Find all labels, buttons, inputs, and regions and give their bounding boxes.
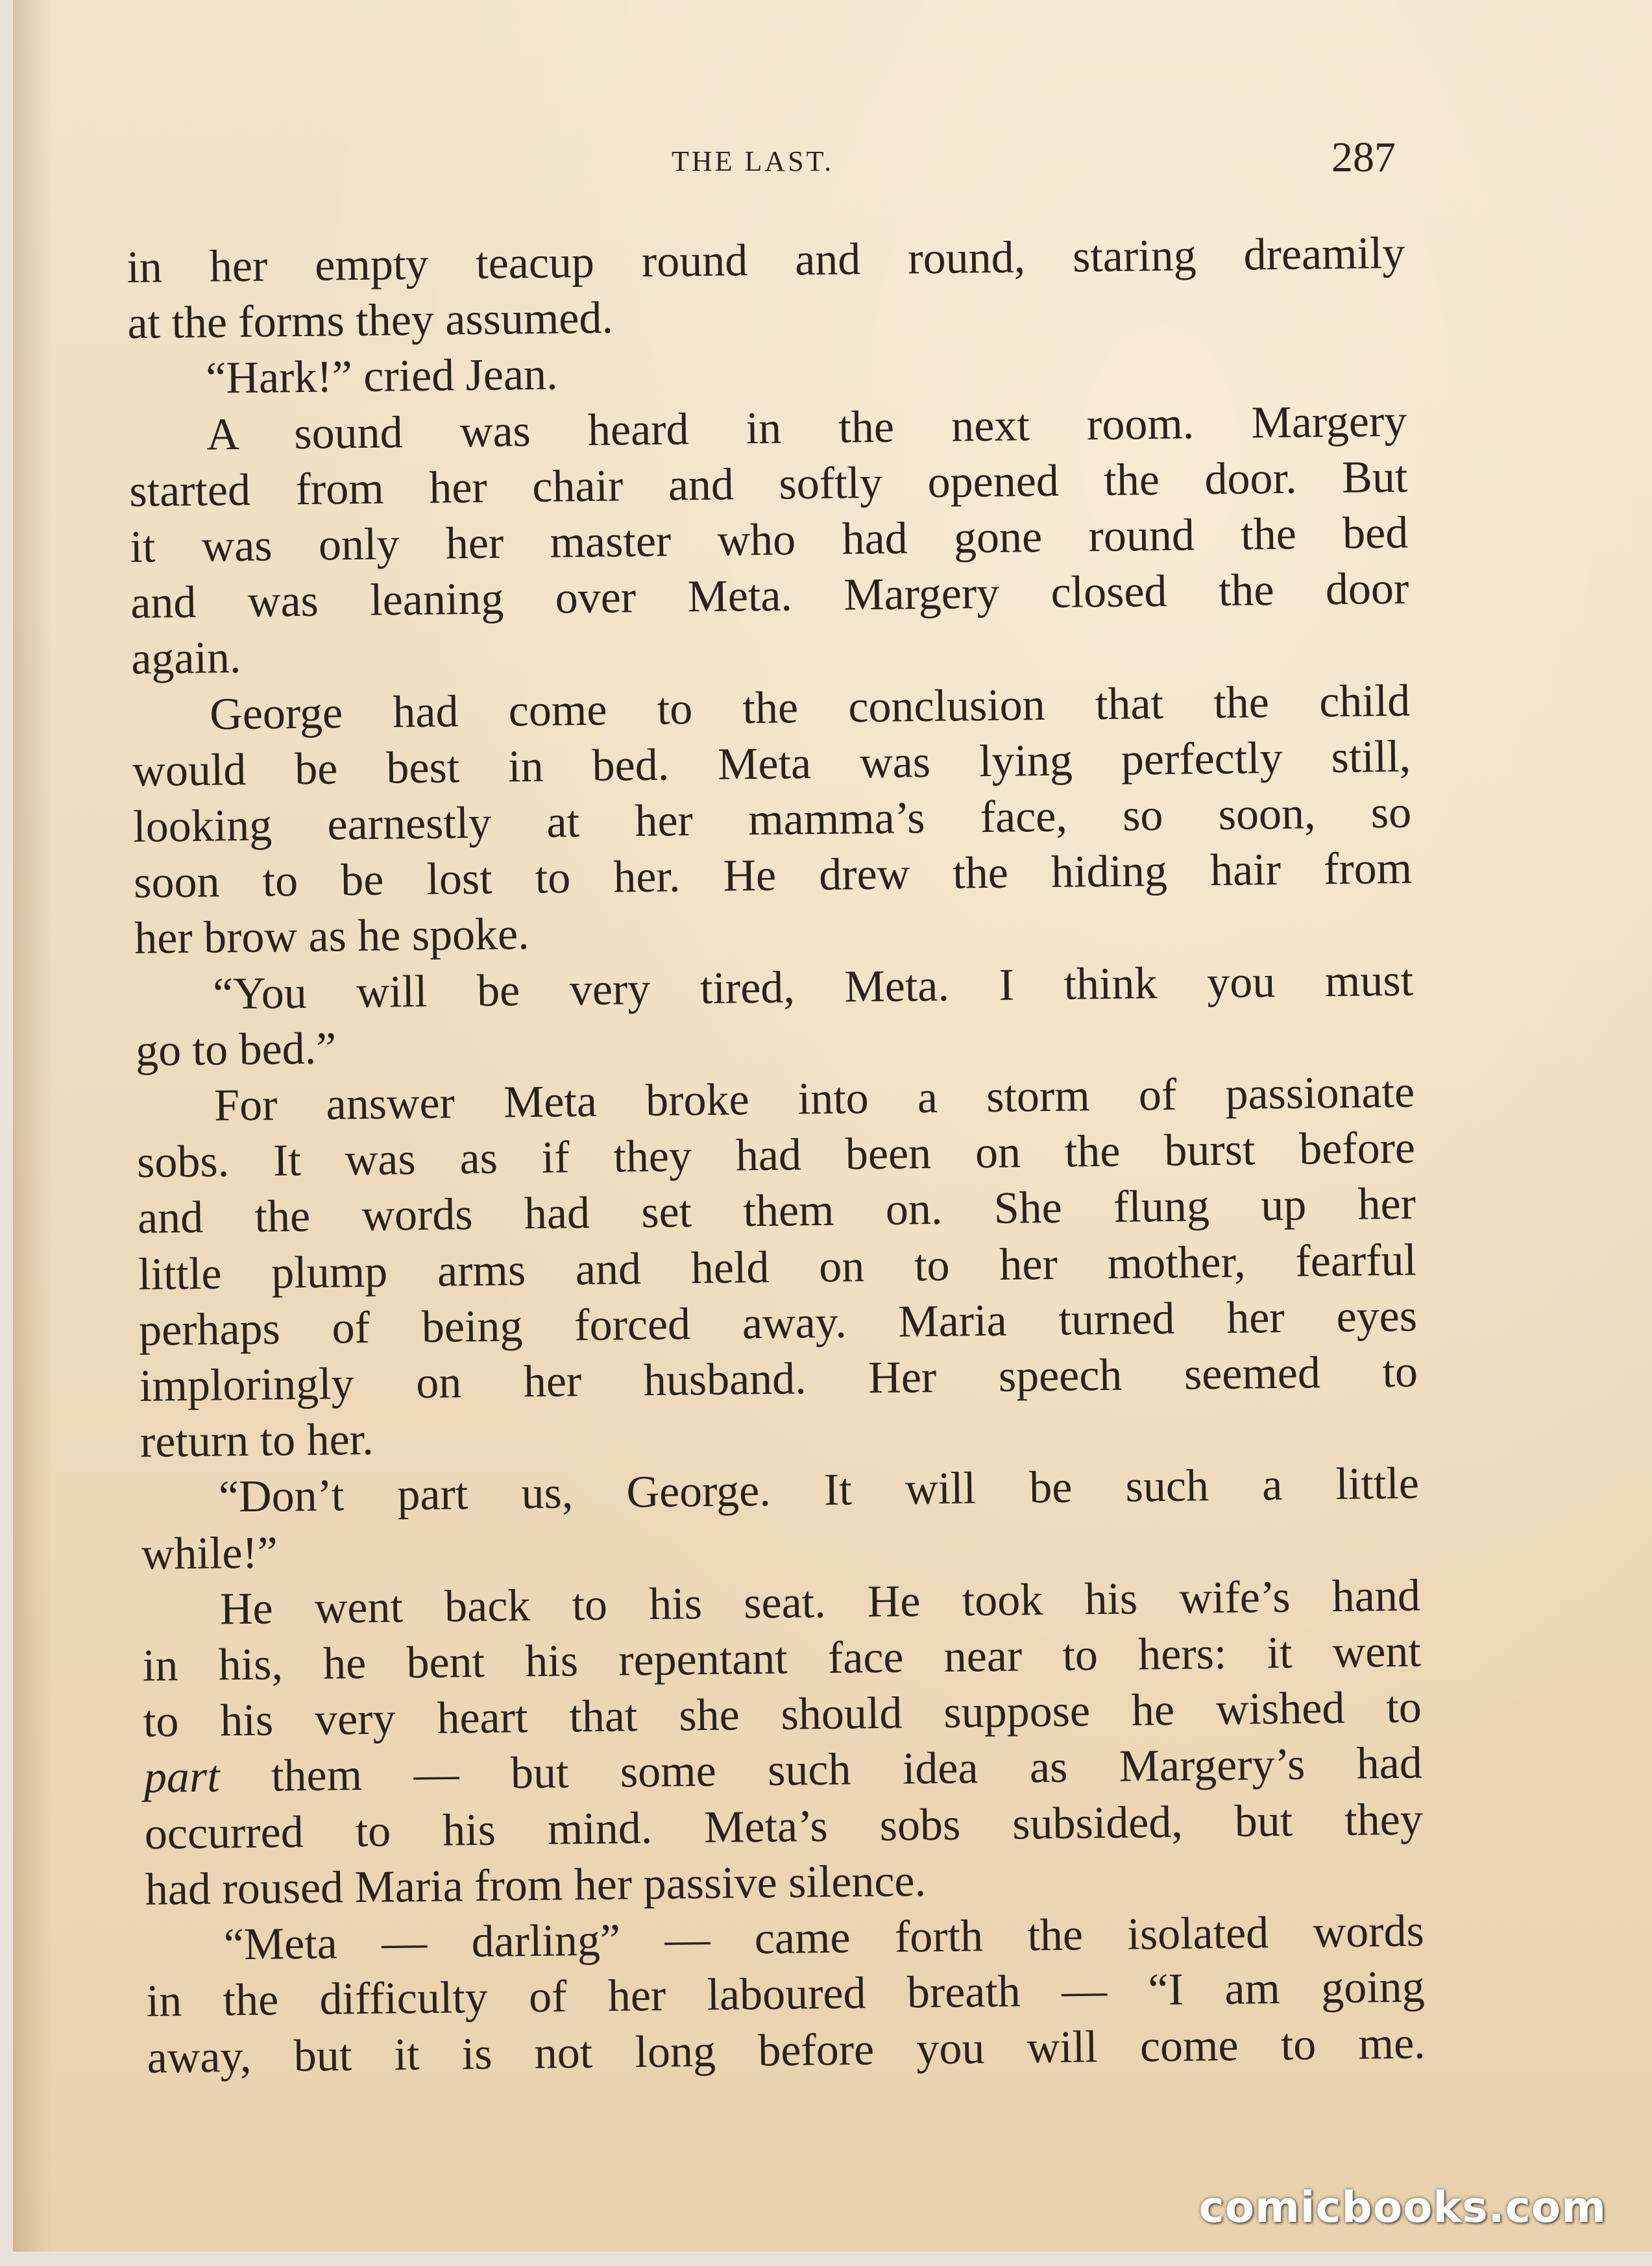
text-line: “Hark!” cried Jean.	[205, 349, 559, 404]
page-number: 287	[1331, 134, 1396, 181]
text-line: soon to be lost to her. He drew the hiding hair from	[133, 843, 1413, 908]
text-line: in her empty teacup round and round, staring dreamily	[127, 228, 1405, 293]
text-line: For answer Meta broke into a storm of passionate	[213, 1067, 1415, 1131]
text-line: it was only her master who had gone round the bed	[129, 507, 1409, 572]
text-line: sobs. It was as if they had been on the burst before	[136, 1123, 1416, 1188]
text-line: had roused Maria from her passive silence.	[145, 1856, 927, 1915]
text-line: while!”	[141, 1528, 278, 1579]
text-line: go to bed.”	[135, 1023, 337, 1076]
page-header	[13, 133, 1652, 185]
text-line: “You will be very tired, Meta. I think you must	[212, 955, 1414, 1019]
text-line: George had come to the conclusion that the child	[209, 676, 1411, 740]
text-line: “Meta — darling” — came forth the isolated words	[223, 1906, 1425, 1970]
page-edge-shadow	[13, 0, 52, 2252]
text-line: away, but it is not long before you will come to me.	[147, 2017, 1426, 2083]
text-line: to his very heart that she should suppose he wished to	[143, 1682, 1422, 1748]
italic-word: part	[143, 1752, 221, 1803]
text-line: in the difficulty of her laboured breath — “I am going	[146, 1962, 1426, 2027]
text-line: in his, he bent his repentant face near to hers: it went	[142, 1626, 1422, 1691]
text-line: imploringly on her husband. Her speech seemed to	[139, 1346, 1418, 1411]
text-line: perhaps of being forced away. Maria turned her eyes	[138, 1291, 1418, 1356]
text-line: again.	[130, 633, 241, 685]
text-line: and the words had set them on. She flung up her	[137, 1179, 1416, 1244]
text-line: started from her chair and softly opened the door. But	[128, 452, 1408, 517]
text-line: He went back to his seat. He took his wife’s hand	[219, 1570, 1421, 1635]
text-line: at the forms they assumed.	[127, 293, 614, 349]
text-line: A sound was heard in the next room. Margery	[206, 396, 1407, 460]
text-line: and was leaning over Meta. Margery closed the door	[130, 563, 1409, 629]
body-text	[127, 226, 1426, 2086]
text-line: would be best in bed. Meta was lying perfectly still,	[132, 731, 1411, 796]
running-title: THE LAST.	[672, 145, 834, 177]
text-line: return to her.	[140, 1415, 374, 1468]
text-line: her brow as he spoke.	[134, 909, 530, 964]
text-line: looking earnestly at her mamma’s face, so soon, so	[132, 787, 1412, 852]
book-page	[13, 0, 1652, 2252]
text-line: little plump arms and held on to her mother, fearful	[138, 1235, 1417, 1300]
watermark-logo: comicbooks.com	[1198, 2182, 1607, 2232]
text-line: them — but some such idea as Margery’s had	[271, 1738, 1423, 1802]
text-line: occurred to his mind. Meta’s sobs subsided, but they	[144, 1794, 1424, 1859]
text-line: “Don’t part us, George. It will be such a little	[218, 1458, 1420, 1522]
